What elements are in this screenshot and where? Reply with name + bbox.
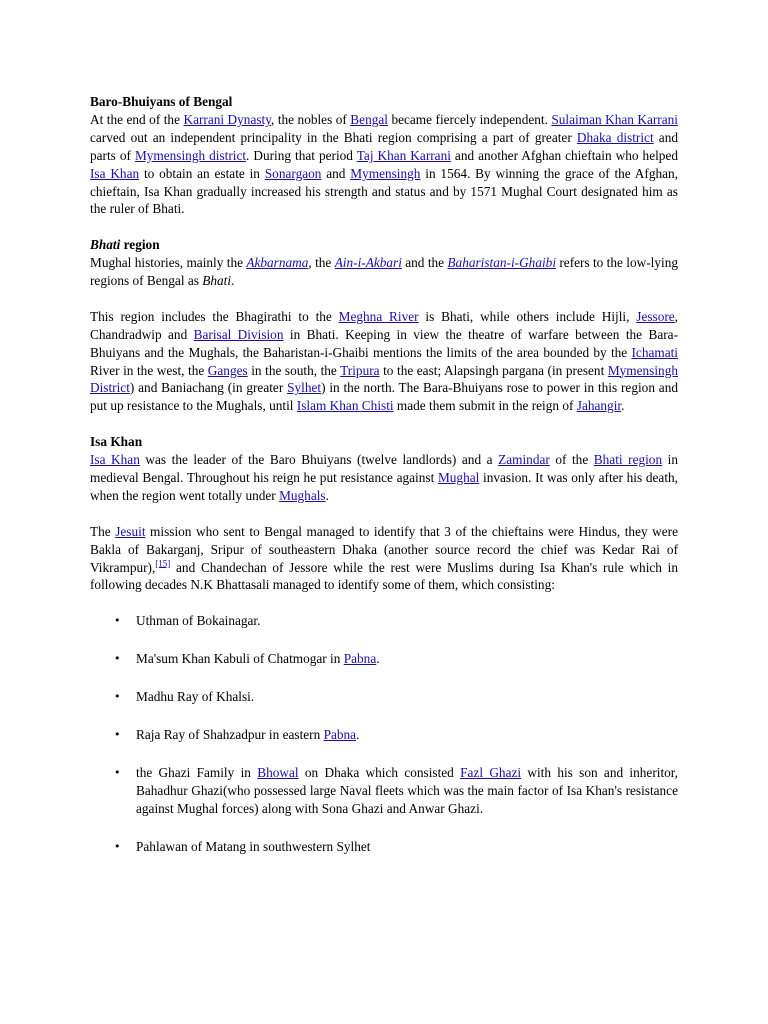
paragraph-isa-khan <box>90 451 678 505</box>
text-run: . <box>621 398 625 414</box>
link-ain-i-akbari[interactable]: Ain-i-Akbari <box>334 255 402 271</box>
text-run: . <box>231 273 235 289</box>
link-mymensingh-district-2[interactable]: Mymensingh District <box>90 362 678 396</box>
link-jahangir[interactable]: Jahangir <box>576 398 622 414</box>
text-run: in 1564. By winning the grace of the Afghan, chieftain, Isa Khan gradually increased his strength and status and by 1571 Mughal Court designated him as the ruler of Bhati. <box>90 165 678 217</box>
citation-link[interactable]: [15] <box>155 558 171 569</box>
text-run: and <box>321 165 351 181</box>
bullet-icon: • <box>114 652 121 666</box>
text-run: in the south, the <box>247 362 341 378</box>
link-mughals[interactable]: Mughals <box>279 487 326 503</box>
list-item <box>90 838 678 856</box>
text-run: and the <box>401 255 448 271</box>
text-run: River in the west, the <box>90 362 208 378</box>
text-run: made them submit in the reign of <box>393 398 577 414</box>
bullet-icon: • <box>114 765 121 779</box>
list-item <box>90 764 678 818</box>
paragraph-region-limits <box>90 308 678 415</box>
text-run: Madhu Ray of Khalsi. <box>136 689 255 705</box>
text-run: carved out an independent principality in the Bhati region comprising a part of greater <box>90 129 577 145</box>
link-baharistan-i-ghaibi[interactable]: Baharistan-i-Ghaibi <box>447 255 557 271</box>
text-run: Mughal histories, mainly the <box>90 255 247 271</box>
link-mymensingh[interactable]: Mymensingh <box>350 165 421 181</box>
link-sulaiman-khan-karrani[interactable]: Sulaiman Khan Karrani <box>551 111 678 127</box>
text-run: in Bhati. Keeping in view the theatre of warfare between the Bara-Bhuiyans and the Mughals, the Baharistan-i-Ghaibi mentions the limits of the area bounded by the <box>90 326 678 360</box>
link-jessore[interactable]: Jessore <box>636 308 675 324</box>
bullet-icon: • <box>114 839 121 853</box>
link-meghna-river[interactable]: Meghna River <box>338 308 419 324</box>
text-run: , Chandradwip and <box>90 308 678 342</box>
text-run: was the leader of the Baro Bhuiyans (twelve landlords) and a <box>139 452 499 468</box>
link-zamindar[interactable]: Zamindar <box>498 452 550 468</box>
list-item <box>90 688 678 706</box>
text-run: with his son and inheritor, Bahadhur Ghazi(who possessed large Naval fleets which was the main factor of Isa Khan's resistance against Mughal forces) along with Sona Ghazi and Anwar Ghazi. <box>136 764 679 816</box>
text-run: , the nobles of <box>271 111 351 127</box>
link-isa-khan-2[interactable]: Isa Khan <box>90 452 140 468</box>
list-item <box>90 650 678 668</box>
paragraph-jesuit-mission <box>90 523 678 595</box>
heading-italic: Bhati <box>90 237 121 253</box>
text-run: . <box>325 487 329 503</box>
link-islam-khan-chisti[interactable]: Islam Khan Chisti <box>296 398 394 414</box>
text-run-italic: Bhati <box>202 273 232 289</box>
text-run: invasion. It was only after his death, when the region went totally under <box>90 469 678 503</box>
paragraph-gap <box>90 290 678 308</box>
link-bhati-region[interactable]: Bhati region <box>593 452 663 468</box>
link-pabna-2[interactable]: Pabna <box>323 727 357 743</box>
link-bhowal[interactable]: Bhowal <box>257 764 299 780</box>
link-mughal[interactable]: Mughal <box>437 469 480 485</box>
link-ganges[interactable]: Ganges <box>207 362 248 378</box>
text-run: on Dhaka which consisted <box>298 764 461 780</box>
text-run: and parts of <box>90 129 678 163</box>
text-run: , the <box>308 255 335 271</box>
paragraph-gap <box>90 415 678 433</box>
link-sonargaon[interactable]: Sonargaon <box>264 165 322 181</box>
list-item <box>90 612 678 630</box>
section-heading-isa-khan: Isa Khan <box>90 434 143 450</box>
text-run: the Ghazi Family in <box>136 764 258 780</box>
text-run: ) in the north. The Bara-Bhuiyans rose to power in this region and put up resistance to the Mughals, until <box>90 380 678 414</box>
text-run: Ma'sum Khan Kabuli of Chatmogar in <box>136 651 344 667</box>
text-run: of the <box>549 452 594 468</box>
link-barisal-division[interactable]: Barisal Division <box>193 326 284 342</box>
text-run: is Bhati, while others include Hijli, <box>418 308 637 324</box>
text-run: to the east; Alapsingh pargana (in present <box>379 362 608 378</box>
text-run: and another Afghan chieftain who helped <box>450 147 678 163</box>
text-run: mission who sent to Bengal managed to identify that 3 of the chieftains were Hindus, they were Bakla of Bakarganj, Sripur of southeastern Dhaka (another source record the chief was Kedar Rai of Vikrampur), <box>90 523 678 575</box>
paragraph-gap <box>90 505 678 523</box>
bullet-icon: • <box>114 614 121 628</box>
text-run: . <box>356 727 360 743</box>
text-run: became fiercely independent. <box>387 111 552 127</box>
text-run: Raja Ray of Shahzadpur in eastern <box>136 727 324 743</box>
link-karrani-dynasty[interactable]: Karrani Dynasty <box>183 111 272 127</box>
link-isa-khan[interactable]: Isa Khan <box>90 165 140 181</box>
bullet-icon: • <box>114 690 121 704</box>
paragraph-gap <box>90 218 678 236</box>
section-heading-bhati-region <box>90 236 678 254</box>
section-heading-baro-bhuiyans: Baro-Bhuiyans of Bengal <box>90 94 233 109</box>
paragraph-baro-bhuiyans <box>90 111 678 218</box>
paragraph-mughal-histories <box>90 254 678 290</box>
text-run: . <box>376 651 380 667</box>
text-run: Pahlawan of Matang in southwestern Sylhet <box>136 838 371 854</box>
link-pabna[interactable]: Pabna <box>343 651 377 667</box>
text-run: to obtain an estate in <box>139 165 265 181</box>
text-run: . During that period <box>246 147 357 163</box>
link-bengal[interactable]: Bengal <box>350 111 388 127</box>
text-run: This region includes the Bhagirathi to the <box>90 308 339 324</box>
text-run: refers to the low-lying regions of Bengal as <box>90 255 678 289</box>
link-tripura[interactable]: Tripura <box>340 362 380 378</box>
document-page <box>90 93 678 876</box>
link-sylhet[interactable]: Sylhet <box>287 380 322 396</box>
link-dhaka-district[interactable]: Dhaka district <box>576 129 654 145</box>
text-run: The <box>90 523 116 539</box>
bullet-icon: • <box>114 728 121 742</box>
text-run: At the end of the <box>90 111 184 127</box>
text-run: in medieval Bengal. Throughout his reign he put resistance against <box>90 452 678 485</box>
chieftains-list <box>90 612 678 855</box>
list-item <box>90 726 678 744</box>
link-ichamati[interactable]: Ichamati <box>631 344 678 360</box>
text-run: ) and Baniachang (in greater <box>129 380 288 396</box>
link-fazl-ghazi[interactable]: Fazl Ghazi <box>460 764 522 780</box>
link-jesuit[interactable]: Jesuit <box>115 523 146 539</box>
text-run: and Chandechan of Jessore while the rest were Muslims during Isa Khan's rule which in following decades N.K Bhattasali managed to identify some of them, which consisting: <box>90 559 678 593</box>
heading-rest: region <box>120 237 160 253</box>
link-taj-khan-karrani[interactable]: Taj Khan Karrani <box>356 147 451 163</box>
text-run: Uthman of Bokainagar. <box>136 613 261 629</box>
link-akbarnama[interactable]: Akbarnama <box>246 255 309 271</box>
link-mymensingh-district[interactable]: Mymensingh district <box>134 147 247 163</box>
